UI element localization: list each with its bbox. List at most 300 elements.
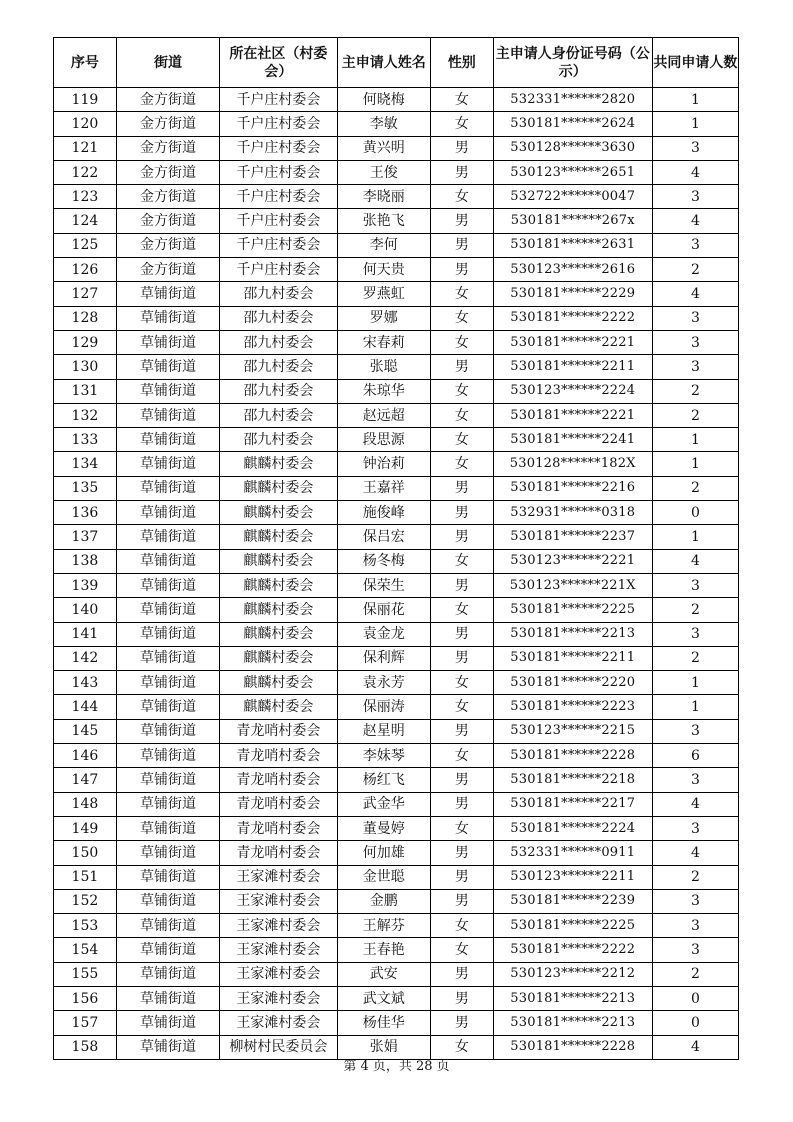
cell-community: 千户庄村委会 bbox=[220, 160, 338, 184]
cell-applicant-name: 朱琼华 bbox=[337, 379, 430, 403]
cell-applicant-name: 武安 bbox=[337, 962, 430, 986]
cell-applicant-name: 赵星明 bbox=[337, 719, 430, 743]
cell-street: 草铺街道 bbox=[116, 428, 219, 452]
cell-applicant-name: 保荣生 bbox=[337, 573, 430, 597]
cell-community: 麒麟村委会 bbox=[220, 646, 338, 670]
cell-street: 草铺街道 bbox=[116, 501, 219, 525]
cell-row-no: 154 bbox=[54, 938, 117, 962]
cell-gender: 男 bbox=[430, 136, 493, 160]
cell-street: 金方街道 bbox=[116, 185, 219, 209]
cell-co-applicant-count: 1 bbox=[652, 428, 738, 452]
cell-applicant-name: 罗燕虹 bbox=[337, 282, 430, 306]
cell-row-no: 147 bbox=[54, 768, 117, 792]
table-row bbox=[54, 695, 739, 719]
table-row bbox=[54, 914, 739, 938]
table-row bbox=[54, 986, 739, 1010]
cell-applicant-name: 罗娜 bbox=[337, 306, 430, 330]
cell-row-no: 145 bbox=[54, 719, 117, 743]
cell-co-applicant-count: 2 bbox=[652, 476, 738, 500]
cell-co-applicant-count: 0 bbox=[652, 501, 738, 525]
cell-row-no: 125 bbox=[54, 233, 117, 257]
cell-community: 千户庄村委会 bbox=[220, 88, 338, 112]
cell-row-no: 120 bbox=[54, 112, 117, 136]
cell-id-number: 530181******2217 bbox=[493, 792, 652, 816]
cell-community: 王家滩村委会 bbox=[220, 986, 338, 1010]
cell-row-no: 144 bbox=[54, 695, 117, 719]
table-row bbox=[54, 622, 739, 646]
cell-community: 麒麟村委会 bbox=[220, 549, 338, 573]
cell-applicant-name: 黄兴明 bbox=[337, 136, 430, 160]
cell-co-applicant-count: 2 bbox=[652, 258, 738, 282]
cell-gender: 男 bbox=[430, 962, 493, 986]
cell-gender: 男 bbox=[430, 525, 493, 549]
cell-co-applicant-count: 3 bbox=[652, 938, 738, 962]
cell-applicant-name: 金鹏 bbox=[337, 889, 430, 913]
cell-gender: 女 bbox=[430, 452, 493, 476]
cell-applicant-name: 董曼婷 bbox=[337, 816, 430, 840]
cell-gender: 女 bbox=[430, 671, 493, 695]
cell-street: 草铺街道 bbox=[116, 841, 219, 865]
cell-community: 麒麟村委会 bbox=[220, 501, 338, 525]
header-street: 街道 bbox=[116, 38, 219, 88]
cell-row-no: 139 bbox=[54, 573, 117, 597]
cell-id-number: 530181******2241 bbox=[493, 428, 652, 452]
cell-street: 草铺街道 bbox=[116, 792, 219, 816]
table-row bbox=[54, 598, 739, 622]
cell-co-applicant-count: 3 bbox=[652, 816, 738, 840]
cell-id-number: 530123******2224 bbox=[493, 379, 652, 403]
cell-applicant-name: 李妹琴 bbox=[337, 744, 430, 768]
cell-applicant-name: 段思源 bbox=[337, 428, 430, 452]
applicant-table bbox=[53, 37, 739, 1060]
cell-co-applicant-count: 6 bbox=[652, 744, 738, 768]
cell-co-applicant-count: 4 bbox=[652, 841, 738, 865]
cell-row-no: 150 bbox=[54, 841, 117, 865]
cell-applicant-name: 保吕宏 bbox=[337, 525, 430, 549]
cell-co-applicant-count: 3 bbox=[652, 573, 738, 597]
cell-gender: 女 bbox=[430, 185, 493, 209]
cell-community: 邵九村委会 bbox=[220, 428, 338, 452]
cell-applicant-name: 施俊峰 bbox=[337, 501, 430, 525]
cell-applicant-name: 王解芬 bbox=[337, 914, 430, 938]
cell-gender: 男 bbox=[430, 209, 493, 233]
cell-street: 草铺街道 bbox=[116, 403, 219, 427]
cell-community: 麒麟村委会 bbox=[220, 573, 338, 597]
table-row bbox=[54, 233, 739, 257]
cell-community: 王家滩村委会 bbox=[220, 889, 338, 913]
header-id-number: 主申请人身份证号码（公示） bbox=[493, 38, 652, 88]
cell-applicant-name: 保利辉 bbox=[337, 646, 430, 670]
cell-community: 千户庄村委会 bbox=[220, 136, 338, 160]
cell-gender: 男 bbox=[430, 476, 493, 500]
cell-street: 草铺街道 bbox=[116, 744, 219, 768]
cell-community: 麒麟村委会 bbox=[220, 695, 338, 719]
cell-applicant-name: 袁金龙 bbox=[337, 622, 430, 646]
cell-street: 草铺街道 bbox=[116, 865, 219, 889]
cell-co-applicant-count: 1 bbox=[652, 671, 738, 695]
cell-applicant-name: 何晓梅 bbox=[337, 88, 430, 112]
cell-co-applicant-count: 4 bbox=[652, 160, 738, 184]
cell-id-number: 530181******2228 bbox=[493, 744, 652, 768]
cell-street: 草铺街道 bbox=[116, 1035, 219, 1059]
cell-row-no: 158 bbox=[54, 1035, 117, 1059]
table-row bbox=[54, 282, 739, 306]
cell-gender: 女 bbox=[430, 88, 493, 112]
cell-community: 麒麟村委会 bbox=[220, 671, 338, 695]
cell-co-applicant-count: 0 bbox=[652, 1011, 738, 1035]
cell-street: 草铺街道 bbox=[116, 695, 219, 719]
table-row bbox=[54, 209, 739, 233]
cell-gender: 女 bbox=[430, 428, 493, 452]
cell-id-number: 530123******2212 bbox=[493, 962, 652, 986]
cell-community: 青龙哨村委会 bbox=[220, 744, 338, 768]
cell-id-number: 530181******2221 bbox=[493, 403, 652, 427]
cell-applicant-name: 袁永芳 bbox=[337, 671, 430, 695]
cell-row-no: 129 bbox=[54, 330, 117, 354]
table-row bbox=[54, 646, 739, 670]
cell-gender: 男 bbox=[430, 160, 493, 184]
cell-id-number: 532331******2820 bbox=[493, 88, 652, 112]
cell-co-applicant-count: 1 bbox=[652, 695, 738, 719]
cell-gender: 女 bbox=[430, 744, 493, 768]
cell-street: 草铺街道 bbox=[116, 816, 219, 840]
cell-co-applicant-count: 4 bbox=[652, 282, 738, 306]
cell-applicant-name: 何天贵 bbox=[337, 258, 430, 282]
table-row bbox=[54, 768, 739, 792]
cell-street: 草铺街道 bbox=[116, 1011, 219, 1035]
cell-applicant-name: 张娟 bbox=[337, 1035, 430, 1059]
cell-applicant-name: 武金华 bbox=[337, 792, 430, 816]
cell-community: 邵九村委会 bbox=[220, 306, 338, 330]
cell-street: 草铺街道 bbox=[116, 986, 219, 1010]
cell-street: 金方街道 bbox=[116, 136, 219, 160]
table-row bbox=[54, 403, 739, 427]
cell-gender: 男 bbox=[430, 768, 493, 792]
cell-co-applicant-count: 4 bbox=[652, 792, 738, 816]
cell-community: 千户庄村委会 bbox=[220, 112, 338, 136]
cell-street: 草铺街道 bbox=[116, 889, 219, 913]
cell-street: 金方街道 bbox=[116, 233, 219, 257]
cell-row-no: 156 bbox=[54, 986, 117, 1010]
cell-row-no: 157 bbox=[54, 1011, 117, 1035]
cell-row-no: 141 bbox=[54, 622, 117, 646]
cell-co-applicant-count: 2 bbox=[652, 403, 738, 427]
cell-community: 千户庄村委会 bbox=[220, 185, 338, 209]
cell-id-number: 530181******2213 bbox=[493, 622, 652, 646]
cell-id-number: 530181******2624 bbox=[493, 112, 652, 136]
cell-row-no: 127 bbox=[54, 282, 117, 306]
cell-row-no: 152 bbox=[54, 889, 117, 913]
cell-row-no: 133 bbox=[54, 428, 117, 452]
cell-street: 草铺街道 bbox=[116, 476, 219, 500]
cell-id-number: 530181******2631 bbox=[493, 233, 652, 257]
cell-row-no: 126 bbox=[54, 258, 117, 282]
cell-id-number: 532331******0911 bbox=[493, 841, 652, 865]
cell-gender: 男 bbox=[430, 501, 493, 525]
cell-gender: 女 bbox=[430, 598, 493, 622]
table-row bbox=[54, 306, 739, 330]
cell-applicant-name: 武文斌 bbox=[337, 986, 430, 1010]
cell-co-applicant-count: 1 bbox=[652, 112, 738, 136]
table-row bbox=[54, 185, 739, 209]
cell-gender: 女 bbox=[430, 938, 493, 962]
cell-row-no: 151 bbox=[54, 865, 117, 889]
cell-community: 邵九村委会 bbox=[220, 355, 338, 379]
cell-gender: 男 bbox=[430, 865, 493, 889]
table-row bbox=[54, 719, 739, 743]
header-gender: 性别 bbox=[430, 38, 493, 88]
table-row bbox=[54, 379, 739, 403]
cell-street: 金方街道 bbox=[116, 112, 219, 136]
cell-id-number: 530181******2218 bbox=[493, 768, 652, 792]
cell-street: 草铺街道 bbox=[116, 914, 219, 938]
cell-gender: 男 bbox=[430, 1011, 493, 1035]
cell-gender: 男 bbox=[430, 258, 493, 282]
cell-co-applicant-count: 4 bbox=[652, 1035, 738, 1059]
cell-gender: 女 bbox=[430, 816, 493, 840]
cell-id-number: 530181******2216 bbox=[493, 476, 652, 500]
cell-community: 青龙哨村委会 bbox=[220, 719, 338, 743]
table-row bbox=[54, 160, 739, 184]
table-row bbox=[54, 428, 739, 452]
cell-id-number: 530181******2213 bbox=[493, 986, 652, 1010]
cell-community: 王家滩村委会 bbox=[220, 1011, 338, 1035]
cell-street: 草铺街道 bbox=[116, 962, 219, 986]
cell-co-applicant-count: 2 bbox=[652, 379, 738, 403]
cell-community: 邵九村委会 bbox=[220, 282, 338, 306]
cell-community: 青龙哨村委会 bbox=[220, 816, 338, 840]
cell-applicant-name: 杨佳华 bbox=[337, 1011, 430, 1035]
cell-id-number: 530181******2237 bbox=[493, 525, 652, 549]
table-row bbox=[54, 136, 739, 160]
cell-row-no: 140 bbox=[54, 598, 117, 622]
cell-gender: 男 bbox=[430, 233, 493, 257]
cell-co-applicant-count: 3 bbox=[652, 185, 738, 209]
cell-community: 青龙哨村委会 bbox=[220, 792, 338, 816]
cell-row-no: 148 bbox=[54, 792, 117, 816]
cell-street: 草铺街道 bbox=[116, 598, 219, 622]
cell-id-number: 530181******2213 bbox=[493, 1011, 652, 1035]
cell-co-applicant-count: 3 bbox=[652, 768, 738, 792]
cell-id-number: 530123******2651 bbox=[493, 160, 652, 184]
cell-id-number: 530123******2616 bbox=[493, 258, 652, 282]
cell-row-no: 149 bbox=[54, 816, 117, 840]
cell-community: 柳树村民委员会 bbox=[220, 1035, 338, 1059]
cell-row-no: 128 bbox=[54, 306, 117, 330]
cell-row-no: 132 bbox=[54, 403, 117, 427]
cell-id-number: 530181******2222 bbox=[493, 306, 652, 330]
cell-row-no: 130 bbox=[54, 355, 117, 379]
cell-applicant-name: 王俊 bbox=[337, 160, 430, 184]
cell-row-no: 122 bbox=[54, 160, 117, 184]
cell-row-no: 119 bbox=[54, 88, 117, 112]
header-applicant: 主申请人姓名 bbox=[337, 38, 430, 88]
cell-community: 千户庄村委会 bbox=[220, 233, 338, 257]
page-footer: 第 4 页，共 28 页 bbox=[343, 1059, 450, 1074]
cell-community: 麒麟村委会 bbox=[220, 476, 338, 500]
cell-gender: 男 bbox=[430, 841, 493, 865]
cell-applicant-name: 李敏 bbox=[337, 112, 430, 136]
cell-street: 草铺街道 bbox=[116, 549, 219, 573]
cell-row-no: 155 bbox=[54, 962, 117, 986]
cell-row-no: 142 bbox=[54, 646, 117, 670]
table-row bbox=[54, 501, 739, 525]
cell-id-number: 530123******2221 bbox=[493, 549, 652, 573]
cell-community: 麒麟村委会 bbox=[220, 598, 338, 622]
cell-gender: 女 bbox=[430, 549, 493, 573]
cell-row-no: 136 bbox=[54, 501, 117, 525]
cell-applicant-name: 钟治莉 bbox=[337, 452, 430, 476]
cell-gender: 女 bbox=[430, 330, 493, 354]
cell-id-number: 530181******2221 bbox=[493, 330, 652, 354]
cell-street: 草铺街道 bbox=[116, 768, 219, 792]
cell-row-no: 146 bbox=[54, 744, 117, 768]
table-row bbox=[54, 938, 739, 962]
cell-id-number: 530181******2223 bbox=[493, 695, 652, 719]
cell-applicant-name: 张艳飞 bbox=[337, 209, 430, 233]
cell-applicant-name: 杨红飞 bbox=[337, 768, 430, 792]
cell-co-applicant-count: 3 bbox=[652, 136, 738, 160]
cell-applicant-name: 金世聪 bbox=[337, 865, 430, 889]
cell-community: 王家滩村委会 bbox=[220, 914, 338, 938]
table-row bbox=[54, 865, 739, 889]
table-row bbox=[54, 841, 739, 865]
cell-co-applicant-count: 3 bbox=[652, 889, 738, 913]
cell-id-number: 530181******2239 bbox=[493, 889, 652, 913]
cell-id-number: 530181******2225 bbox=[493, 914, 652, 938]
cell-gender: 女 bbox=[430, 282, 493, 306]
header-co-applicants: 共同申请人数 bbox=[652, 38, 738, 88]
cell-street: 金方街道 bbox=[116, 209, 219, 233]
cell-community: 邵九村委会 bbox=[220, 379, 338, 403]
cell-gender: 女 bbox=[430, 379, 493, 403]
cell-community: 邵九村委会 bbox=[220, 403, 338, 427]
cell-street: 草铺街道 bbox=[116, 525, 219, 549]
cell-street: 金方街道 bbox=[116, 88, 219, 112]
cell-co-applicant-count: 2 bbox=[652, 865, 738, 889]
cell-co-applicant-count: 3 bbox=[652, 233, 738, 257]
table-row bbox=[54, 525, 739, 549]
table-row bbox=[54, 88, 739, 112]
table-row bbox=[54, 355, 739, 379]
cell-gender: 女 bbox=[430, 695, 493, 719]
table-row bbox=[54, 573, 739, 597]
cell-co-applicant-count: 2 bbox=[652, 598, 738, 622]
cell-id-number: 530181******2211 bbox=[493, 355, 652, 379]
cell-gender: 女 bbox=[430, 306, 493, 330]
table-body bbox=[54, 88, 739, 1060]
cell-applicant-name: 王嘉祥 bbox=[337, 476, 430, 500]
cell-community: 青龙哨村委会 bbox=[220, 768, 338, 792]
cell-gender: 男 bbox=[430, 622, 493, 646]
cell-id-number: 530181******2228 bbox=[493, 1035, 652, 1059]
table-row bbox=[54, 816, 739, 840]
cell-id-number: 532722******0047 bbox=[493, 185, 652, 209]
table-row bbox=[54, 671, 739, 695]
cell-co-applicant-count: 1 bbox=[652, 525, 738, 549]
cell-gender: 女 bbox=[430, 1035, 493, 1059]
cell-community: 千户庄村委会 bbox=[220, 209, 338, 233]
cell-street: 草铺街道 bbox=[116, 573, 219, 597]
cell-applicant-name: 李何 bbox=[337, 233, 430, 257]
cell-id-number: 530181******2224 bbox=[493, 816, 652, 840]
cell-row-no: 143 bbox=[54, 671, 117, 695]
cell-co-applicant-count: 0 bbox=[652, 986, 738, 1010]
table-row bbox=[54, 792, 739, 816]
table-row bbox=[54, 452, 739, 476]
table-row bbox=[54, 112, 739, 136]
cell-row-no: 137 bbox=[54, 525, 117, 549]
cell-row-no: 153 bbox=[54, 914, 117, 938]
cell-applicant-name: 何加雄 bbox=[337, 841, 430, 865]
cell-community: 王家滩村委会 bbox=[220, 938, 338, 962]
cell-co-applicant-count: 2 bbox=[652, 646, 738, 670]
table-row bbox=[54, 1011, 739, 1035]
cell-applicant-name: 李晓丽 bbox=[337, 185, 430, 209]
cell-co-applicant-count: 2 bbox=[652, 962, 738, 986]
header-community: 所在社区（村委会） bbox=[220, 38, 338, 88]
cell-row-no: 138 bbox=[54, 549, 117, 573]
cell-gender: 女 bbox=[430, 914, 493, 938]
cell-community: 麒麟村委会 bbox=[220, 525, 338, 549]
cell-applicant-name: 赵远超 bbox=[337, 403, 430, 427]
cell-community: 邵九村委会 bbox=[220, 330, 338, 354]
cell-street: 金方街道 bbox=[116, 258, 219, 282]
cell-row-no: 124 bbox=[54, 209, 117, 233]
cell-id-number: 532931******0318 bbox=[493, 501, 652, 525]
cell-applicant-name: 宋春莉 bbox=[337, 330, 430, 354]
cell-street: 草铺街道 bbox=[116, 282, 219, 306]
table-header-row bbox=[54, 38, 739, 88]
cell-street: 草铺街道 bbox=[116, 646, 219, 670]
cell-id-number: 530181******2225 bbox=[493, 598, 652, 622]
cell-id-number: 530123******221X bbox=[493, 573, 652, 597]
table-row bbox=[54, 258, 739, 282]
cell-gender: 男 bbox=[430, 355, 493, 379]
cell-row-no: 135 bbox=[54, 476, 117, 500]
cell-gender: 男 bbox=[430, 719, 493, 743]
table-row bbox=[54, 889, 739, 913]
cell-applicant-name: 保丽涛 bbox=[337, 695, 430, 719]
cell-row-no: 131 bbox=[54, 379, 117, 403]
cell-street: 草铺街道 bbox=[116, 452, 219, 476]
cell-community: 麒麟村委会 bbox=[220, 622, 338, 646]
cell-co-applicant-count: 1 bbox=[652, 452, 738, 476]
cell-id-number: 530181******267x bbox=[493, 209, 652, 233]
cell-id-number: 530123******2215 bbox=[493, 719, 652, 743]
cell-id-number: 530181******2220 bbox=[493, 671, 652, 695]
cell-gender: 男 bbox=[430, 889, 493, 913]
cell-row-no: 121 bbox=[54, 136, 117, 160]
cell-id-number: 530128******3630 bbox=[493, 136, 652, 160]
cell-gender: 女 bbox=[430, 112, 493, 136]
cell-community: 麒麟村委会 bbox=[220, 452, 338, 476]
cell-applicant-name: 王春艳 bbox=[337, 938, 430, 962]
cell-row-no: 123 bbox=[54, 185, 117, 209]
cell-street: 草铺街道 bbox=[116, 719, 219, 743]
cell-street: 草铺街道 bbox=[116, 330, 219, 354]
cell-street: 草铺街道 bbox=[116, 938, 219, 962]
table-row bbox=[54, 744, 739, 768]
cell-community: 王家滩村委会 bbox=[220, 962, 338, 986]
cell-applicant-name: 杨冬梅 bbox=[337, 549, 430, 573]
cell-co-applicant-count: 1 bbox=[652, 88, 738, 112]
table-row bbox=[54, 476, 739, 500]
cell-community: 千户庄村委会 bbox=[220, 258, 338, 282]
cell-id-number: 530181******2229 bbox=[493, 282, 652, 306]
cell-applicant-name: 保丽花 bbox=[337, 598, 430, 622]
cell-id-number: 530128******182X bbox=[493, 452, 652, 476]
